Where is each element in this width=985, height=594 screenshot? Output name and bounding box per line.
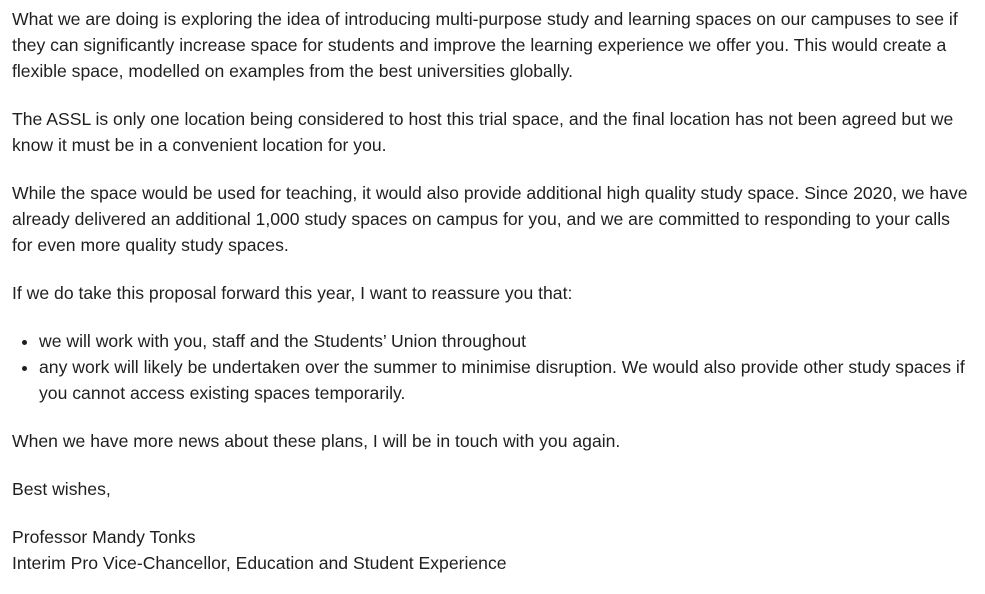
reassurance-list [12,328,973,406]
paragraph-study-space: While the space would be used for teaching, it would also provide additional high quality study space. Since 2020, we have already delivered an additional 1,000 study spaces on campus for you, and we are committed to responding to your calls for even more quality study spaces. [12,183,968,255]
signatory-title: Interim Pro Vice-Chancellor, Education and Student Experience [12,553,507,573]
paragraph-reassurance: If we do take this proposal forward this year, I want to reassure you that: [12,283,573,303]
paragraph-follow-up: When we have more news about these plans, I will be in touch with you again. [12,431,621,451]
paragraph-intro: What we are doing is exploring the idea of introducing multi-purpose study and learning spaces on our campuses to see if they can significantly increase space for students and improve the learning experience we offer you. This would create a flexible space, modelled on examples from the best universities globally. [12,9,958,81]
closing-salutation: Best wishes, [12,479,111,499]
signatory-name: Professor Mandy Tonks [12,527,196,547]
list-item: • we will work with you, staff and the Students’ Union throughout [39,328,973,354]
list-item: • any work will likely be undertaken over the summer to minimise disruption. We would also provide other study spaces if you cannot access existing spaces temporarily. [39,354,973,406]
signature-block [12,476,973,576]
paragraph-location: The ASSL is only one location being considered to host this trial space, and the final location has not been agreed but we know it must be in a convenient location for you. [12,109,954,155]
